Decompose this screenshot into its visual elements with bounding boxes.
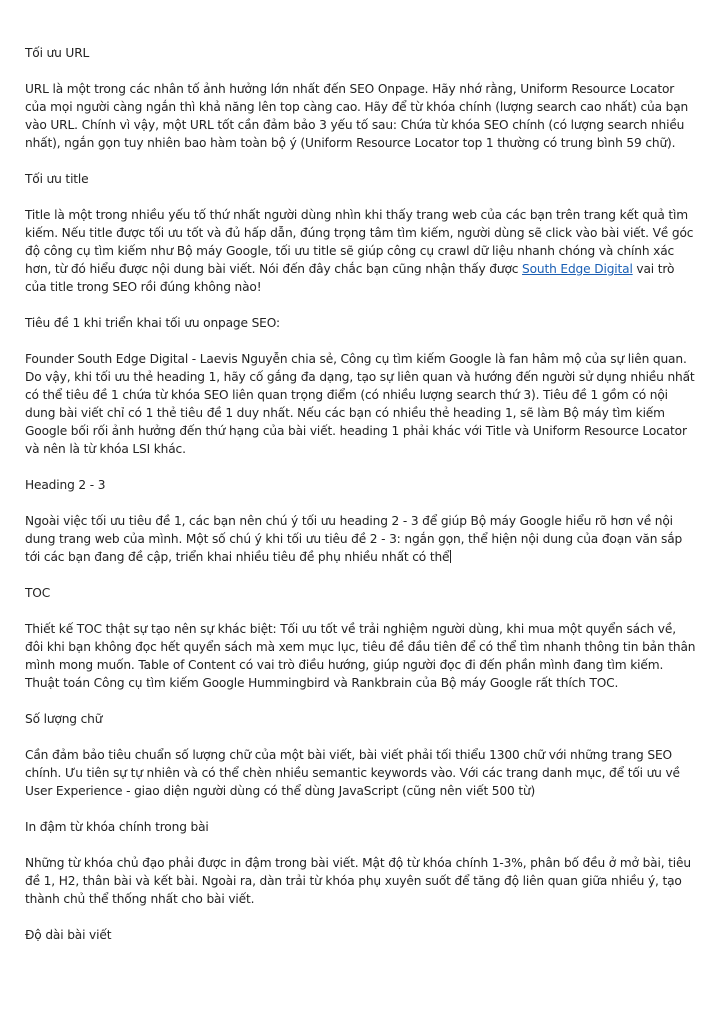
section-body-title [25,206,697,296]
section-body-word-count: Cần đảm bảo tiêu chuẩn số lượng chữ của một bài viết, bài viết phải tối thiểu 1300 chữ với những trang SEO chính. Ưu tiên sự tự nhiên và có thể chèn nhiều semantic keywords vào. Với các trang danh mục, để tối ưu về User Experience - giao diện người dùng có thể dùng JavaScript (cũng nên viết 500 từ) [25,748,680,798]
section-body-h1: Founder South Edge Digital - Laevis Nguyễn chia sẻ, Công cụ tìm kiếm Google là fan hâm mộ của sự liên quan. Do vậy, khi tối ưu thẻ heading 1, hãy cố gắng đa dạng, tạo sự liên quan và hướng đến người sử dụng nhiều nhất có thể tiêu đề 1 chứa từ khóa SEO liên quan trọng điểm (có nhiều lượng search thứ 3). Tiêu đề 1 gồm có nội dung bài viết chỉ có 1 thẻ tiêu đề 1 duy nhất. Nếu các bạn có nhiều thẻ heading 1, sẽ làm Bộ máy tìm kiếm Google bối rối ảnh hưởng đến thứ hạng của bài viết. heading 1 phải khác với Title và Uniform Resource Locator và nên là từ khóa LSI khác. [25,352,695,456]
section-heading-h2-h3: Heading 2 - 3 [25,478,106,492]
section-body-url: URL là một trong các nhân tố ảnh hưởng lớn nhất đến SEO Onpage. Hãy nhớ rằng, Uniform Resource Locator của mọi người càng ngắn thì khả năng lên top càng cao. Hãy để từ khóa chính (lượng search cao nhất) của bạn vào URL. Chính vì vậy, một URL tốt cần đảm bảo 3 yếu tố sau: Chứa từ khóa SEO chính (có lượng search nhiều nhất), ngắn gọn tuy nhiên bao hàm toàn bộ ý (Uniform Resource Locator top 1 thường có trung bình 59 chữ). [25,82,689,150]
section-heading-bold-keyword: In đậm từ khóa chính trong bài [25,820,209,834]
document-page [25,44,697,962]
section-heading-word-count: Số lượng chữ [25,712,103,726]
south-edge-digital-link[interactable]: South Edge Digital [522,262,633,276]
section-heading-article-length: Độ dài bài viết [25,928,112,942]
title-body-text-after-link: vai trò của title trong SEO rồi đúng không nào! [25,262,675,294]
section-body-toc: Thiết kế TOC thật sự tạo nên sự khác biệt: Tối ưu tốt về trải nghiệm người dùng, khi mua một quyển sách về, đôi khi bạn không đọc hết quyển sách mà xem mục lục, tiêu đề đầu tiên để có thể tìm nhanh thông tin bản thân mình mong muốn. Table of Content có vai trò điều hướng, giúp người đọc đi đến phần mình đang tìm kiếm. Thuật toán Công cụ tìm kiếm Google Hummingbird và Rankbrain của Bộ máy Google rất thích TOC. [25,622,696,690]
section-body-bold-keyword: Những từ khóa chủ đạo phải được in đậm trong bài viết. Mật độ từ khóa chính 1-3%, phân bố đều ở mở bài, tiêu đề 1, H2, thân bài và kết bài. Ngoài ra, dàn trải từ khóa phụ xuyên suốt để tăng độ liên quan giữa nhiều ý, tạo thành chủ thể thống nhất cho bài viết. [25,856,691,906]
section-heading-url: Tối ưu URL [25,46,90,60]
section-body-h2-h3 [25,512,697,566]
section-heading-h1: Tiêu đề 1 khi triển khai tối ưu onpage SEO: [25,316,280,330]
h2-h3-body-text: Ngoài việc tối ưu tiêu đề 1, các bạn nên chú ý tối ưu heading 2 - 3 để giúp Bộ máy Google hiểu rõ hơn về nội dung trang web của mình. Một số chú ý khi tối ưu tiêu đề 2 - 3: ngắn gọn, thể hiện nội dung của đoạn văn sắp tới các bạn đang đề cập, triển khai nhiều tiêu đề phụ nhiều nhất có thể [25,514,683,564]
section-heading-toc: TOC [25,586,51,600]
text-cursor [450,550,451,563]
section-heading-title: Tối ưu title [25,172,89,186]
title-body-text-before-link: Title là một trong nhiều yếu tố thứ nhất người dùng nhìn khi thấy trang web của các bạn trên trang kết quả tìm kiếm. Nếu title được tối ưu tốt và đủ hấp dẫn, đúng trọng tâm tìm kiếm, người dùng sẽ click vào bài viết. Về góc độ công cụ tìm kiếm như Bộ máy Google, tối ưu title sẽ giúp công cụ crawl dữ liệu nhanh chóng và chính xác hơn, từ đó hiểu được nội dung bài viết. Nói đến đây chắc bạn cũng nhận thấy được [25,208,694,276]
